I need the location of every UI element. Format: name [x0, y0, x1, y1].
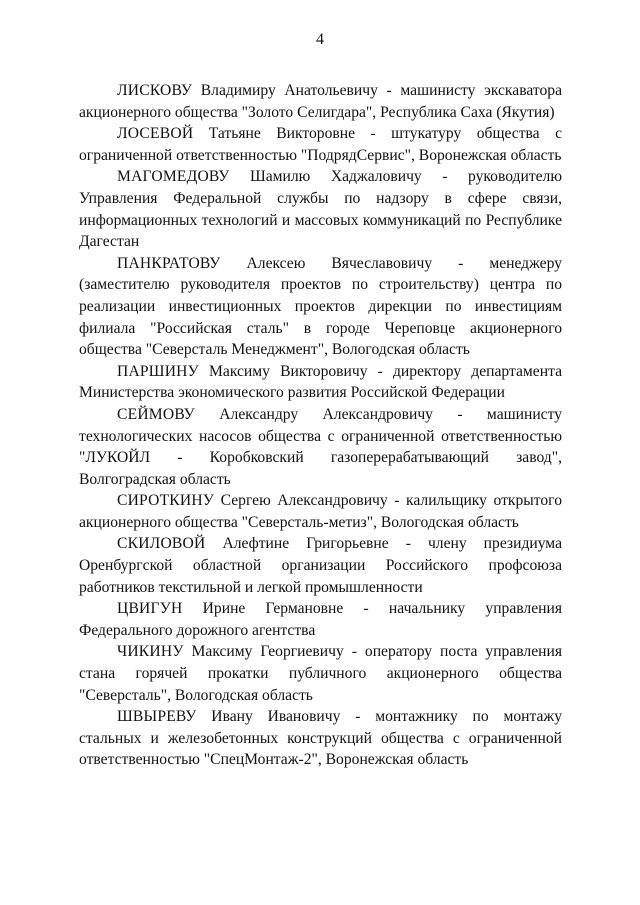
- awardee-details: Татьяне Викторовне - штукатуру общества с ограниченной ответственностью "ПодрядСервис", Воронежская область: [79, 125, 562, 164]
- awardee-surname: СКИЛОВОЙ: [117, 535, 206, 553]
- list-item: [79, 166, 562, 252]
- awardee-details: Алексею Вячеславовичу - менеджеру (заместителю руководителя проектов по строительству) центра по реализации инвестиционных проектов дирекции по инвестициям филиала "Российская сталь" в городе Череповце акционерного общества "Северсталь Менеджмент", Вологодская область: [79, 254, 562, 359]
- awardee-details: Максиму Георгиевичу - оператору поста управления стана горячей прокатки публичного акционерного общества "Северсталь", Вологодская область: [79, 643, 562, 704]
- awardee-details: Сергею Александровичу - калильщику открытого акционерного общества "Северсталь-метиз", Вологодская область: [79, 492, 562, 531]
- list-item: [79, 706, 562, 771]
- awardee-list: [79, 80, 562, 771]
- awardee-details: Алефтине Григорьевне - члену президиума Оренбургской областной организации Российского профсоюза работников текстильной и легкой промышленности: [79, 535, 562, 596]
- page-number: 4: [316, 31, 324, 48]
- awardee-details: Максиму Викторовичу - директору департамента Министерства экономического развития Российской Федерации: [79, 362, 562, 402]
- awardee-details: Александру Александровичу - машинисту технологических насосов общества с ограниченной ответственностью "ЛУКОЙЛ - Коробковский газоперерабатывающий завод", Волгоградская область: [79, 405, 562, 488]
- awardee-surname: ЦВИГУН: [117, 600, 183, 618]
- list-item: [79, 80, 562, 123]
- awardee-surname: ШВЫРЕВУ: [117, 708, 197, 726]
- awardee-surname: СИРОТКИНУ: [117, 492, 215, 510]
- list-item: [79, 404, 562, 490]
- list-item: [79, 533, 562, 598]
- awardee-surname: МАГОМЕДОВУ: [117, 168, 230, 186]
- awardee-surname: ЧИКИНУ: [117, 643, 184, 661]
- awardee-details: Ирине Германовне - начальнику управления Федерального дорожного агентства: [79, 600, 562, 639]
- awardee-surname: ЛОСЕВОЙ: [117, 125, 194, 143]
- awardee-surname: ЛИСКОВУ: [117, 82, 193, 99]
- awardee-details: Владимиру Анатольевичу - машинисту экскаватора акционерного общества "Золото Селигдара", Республика Саха (Якутия): [79, 82, 562, 121]
- list-item: [79, 490, 562, 533]
- awardee-details: Ивану Ивановичу - монтажнику по монтажу стальных и железобетонных конструкций общества с ограниченной ответственностью "СпецМонтаж-2", Воронежская область: [79, 708, 562, 769]
- awardee-surname: ПАРШИНУ: [117, 362, 199, 380]
- list-item: [79, 641, 562, 706]
- awardee-surname: СЕЙМОВУ: [117, 405, 195, 423]
- list-item: [79, 598, 562, 641]
- list-item: [79, 123, 562, 166]
- list-item: [79, 253, 562, 361]
- list-item: [79, 361, 562, 404]
- awardee-details: Шамилю Хаджаловичу - руководителю Управления Федеральной службы по надзору в сфере связи, информационных технологий и массовых коммуникаций по Республике Дагестан: [79, 168, 562, 251]
- awardee-surname: ПАНКРАТОВУ: [117, 254, 221, 272]
